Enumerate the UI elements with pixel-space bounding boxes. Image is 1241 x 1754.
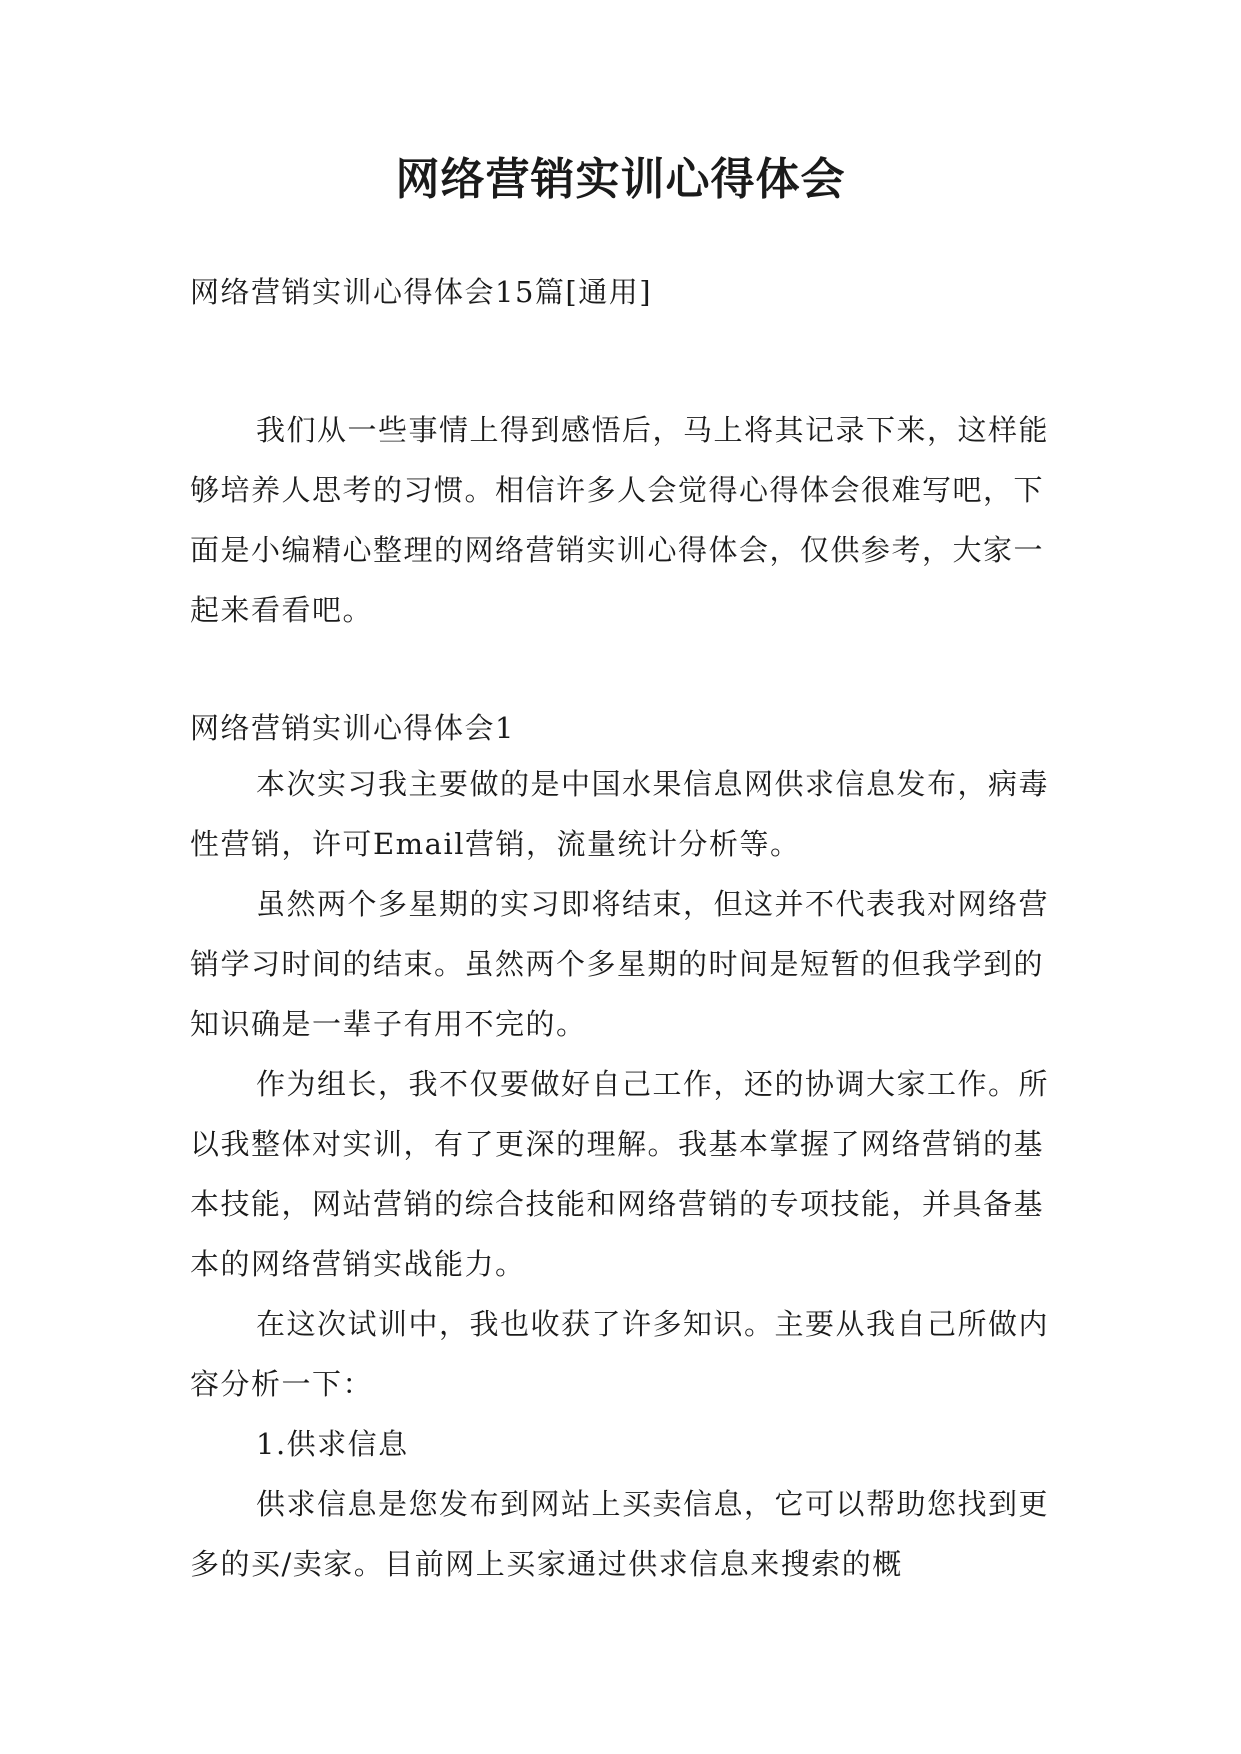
section-heading: 网络营销实训心得体会1 [190,711,515,745]
document-title: 网络营销实训心得体会 [395,154,846,205]
list-item-heading: 1.供求信息 [256,1427,409,1461]
paragraph: 供求信息是您发布到网站上买卖信息，它可以帮助您找到更多的买/卖家。目前网上买家通过供求信息来搜索的概 [190,1487,1050,1581]
paragraph: 在这次试训中，我也收获了许多知识。主要从我自己所做内容分析一下： [190,1307,1050,1401]
intro-paragraph: 我们从一些事情上得到感悟后，马上将其记录下来，这样能够培养人思考的习惯。相信许多人会觉得心得体会很难写吧，下面是小编精心整理的网络营销实训心得体会，仅供参考，大家一起来看看吧。 [190,413,1050,627]
document-subtitle: 网络营销实训心得体会15篇[通用] [190,275,653,309]
paragraph: 虽然两个多星期的实习即将结束，但这并不代表我对网络营销学习时间的结束。虽然两个多星期的时间是短暂的但我学到的知识确是一辈子有用不完的。 [190,887,1050,1041]
paragraph: 作为组长，我不仅要做好自己工作，还的协调大家工作。所以我整体对实训，有了更深的理解。我基本掌握了网络营销的基本技能，网站营销的综合技能和网络营销的专项技能，并具备基本的网络营销实战能力。 [190,1067,1050,1281]
section-body [190,754,1054,1594]
paragraph: 本次实习我主要做的是中国水果信息网供求信息发布，病毒性营销，许可Email营销，流量统计分析等。 [190,767,1050,861]
